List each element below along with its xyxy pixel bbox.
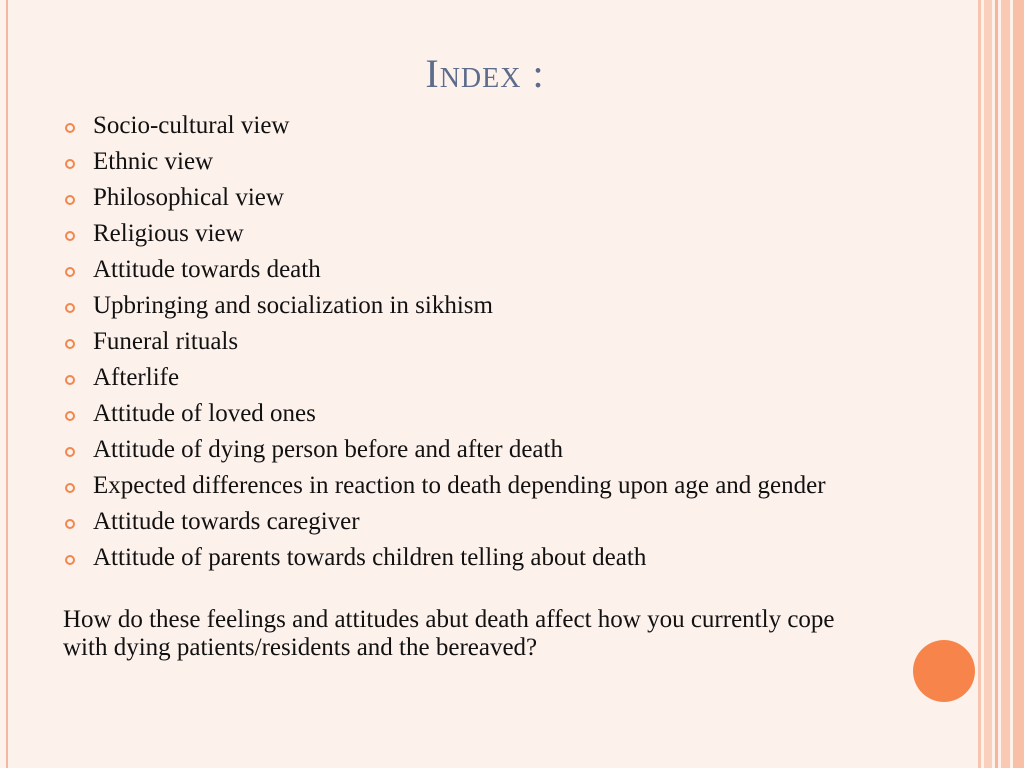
bullet-text: Afterlife [93, 364, 180, 391]
bullet-circle-icon [65, 447, 75, 457]
bullet-text: Philosophical view [93, 184, 284, 211]
bullet-circle-icon [65, 231, 75, 241]
bullet-text: Funeral rituals [93, 328, 239, 355]
slide-title: Index : [425, 51, 545, 96]
right-border-stripe [995, 0, 998, 768]
bullet-item [64, 256, 864, 284]
left-border-line [6, 0, 8, 768]
bullet-item [64, 220, 864, 248]
bullet-circle-icon [65, 519, 75, 529]
bullet-circle-icon [65, 339, 75, 349]
bullet-item [64, 508, 864, 536]
bullet-text: Attitude towards death [93, 256, 321, 283]
bullet-item [64, 184, 864, 212]
right-border-stripe [1001, 0, 1010, 768]
bullet-circle-icon [65, 123, 75, 133]
bullet-item [64, 112, 864, 140]
bullet-circle-icon [65, 195, 75, 205]
right-border-stripe [984, 0, 992, 768]
bullet-text: Attitude of parents towards children telling about death [93, 544, 647, 571]
bullet-item [64, 292, 864, 320]
bullet-text: Socio-cultural view [93, 112, 290, 139]
bullet-text: Religious view [93, 220, 244, 247]
closing-question: How do these feelings and attitudes abut death affect how you currently cope with dying patients/residents and the bereaved? [63, 606, 835, 661]
bullet-text: Attitude towards caregiver [93, 508, 360, 535]
bullet-circle-icon [65, 483, 75, 493]
bullet-item [64, 436, 864, 464]
bullet-circle-icon [65, 303, 75, 313]
bullet-circle-icon [65, 159, 75, 169]
bullet-circle-icon [65, 555, 75, 565]
bullet-item [64, 328, 864, 356]
bullet-item [64, 544, 864, 572]
bullet-item [64, 400, 864, 428]
bullet-circle-icon [65, 375, 75, 385]
index-bullet-list [64, 112, 864, 580]
bullet-text: Attitude of dying person before and after death [93, 436, 563, 463]
bullet-item [64, 364, 864, 392]
bullet-text: Expected differences in reaction to death depending upon age and gender [93, 472, 826, 499]
bullet-item [64, 472, 864, 500]
bullet-text: Ethnic view [93, 148, 214, 175]
bullet-text: Upbringing and socialization in sikhism [93, 292, 493, 319]
bullet-circle-icon [65, 411, 75, 421]
bullet-item [64, 148, 864, 176]
right-border-stripe [978, 0, 981, 768]
right-border-stripe [1013, 0, 1024, 768]
bullet-text: Attitude of loved ones [93, 400, 316, 427]
decorative-circle-icon [913, 640, 975, 702]
bullet-circle-icon [65, 267, 75, 277]
